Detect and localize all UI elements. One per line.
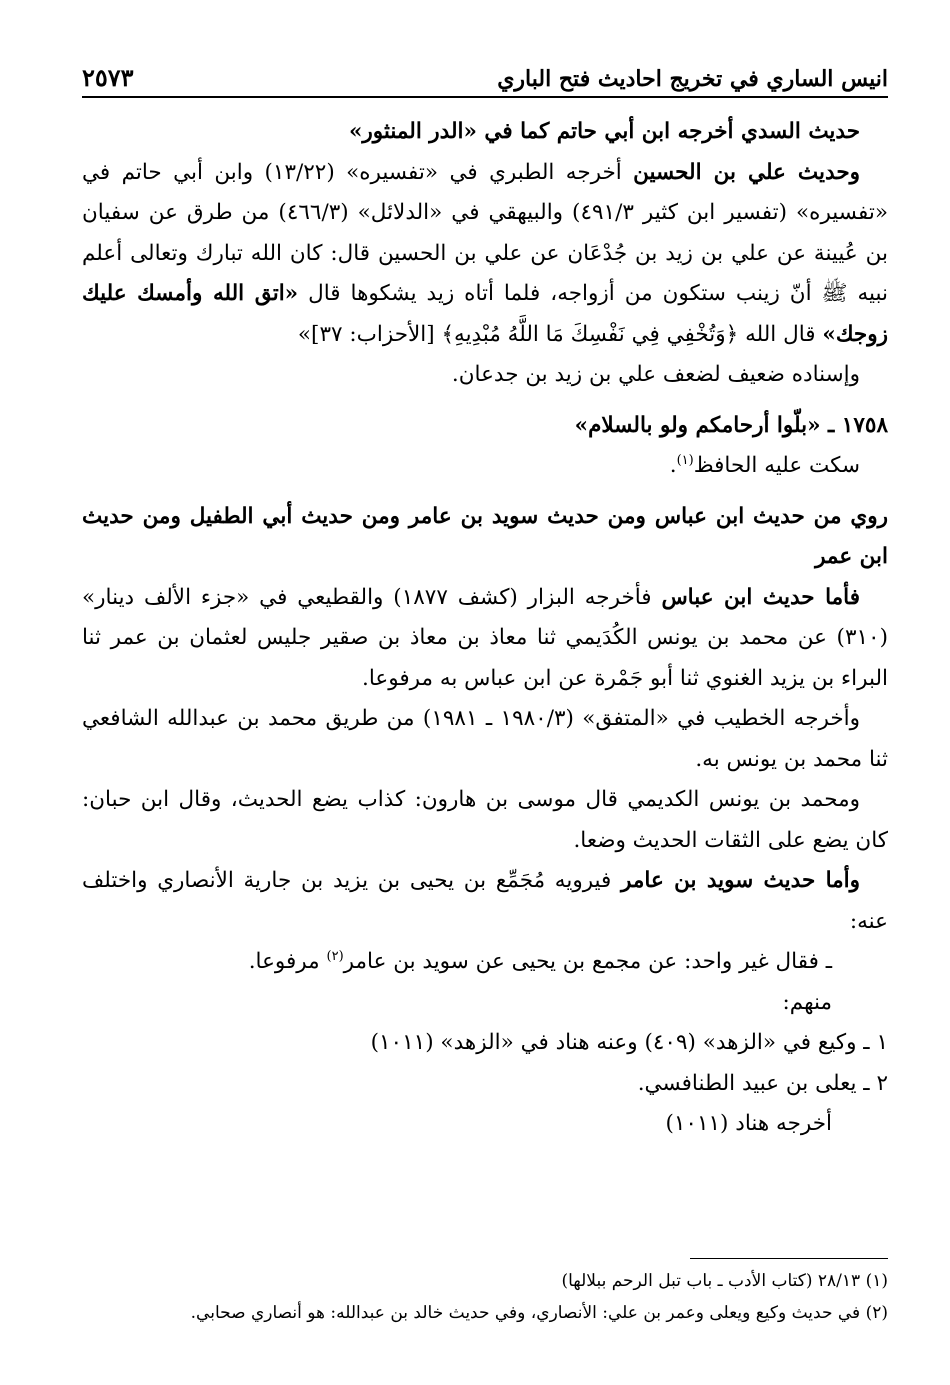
paragraph-suwaid <box>82 861 888 942</box>
footnote-divider <box>690 1258 888 1259</box>
paragraph-text: . <box>669 453 677 478</box>
paragraph-khatib: وأخرجه الخطيب في «المتفق» (١٩٨٠/٣ ـ ١٩٨١) من طريق محمد بن عبدالله الشافعي ثنا محمد بن يونس به. <box>82 706 888 772</box>
suddi-text: حديث السدي أخرجه ابن أبي حاتم كما في «الدر المنثور» <box>348 119 860 144</box>
paragraph-text: أخرجه الطبري في «تفسيره» (١٣/٢٢) وابن أبي حاتم في «تفسيره» (تفسير ابن كثير ٤٩١/٣) والبيهقي في «الدلائل» (٤٦٦/٣) من طرق عن سفيان بن عُيينة عن علي بن زيد بن جُدْعَان عن علي بن الحسين قال: كان الله تبارك وتعالى أعلم نبيه ﷺ أنّ زينب ستكون من أزواجه، فلما أتاه زيد يشكوها قال <box>82 159 888 306</box>
main-text <box>82 112 888 1145</box>
paragraph-ali-hussein <box>82 153 888 356</box>
list-item-waki: ١ ـ وكيع في «الزهد» (٤٠٩) وعنه هناد في «الزهد» (١٠١١) <box>370 1030 888 1055</box>
hadith-heading: ١٧٥٨ ـ «بلّوا أرحامكم ولو بالسلام» <box>574 412 888 438</box>
paragraph-hafiz <box>82 446 888 487</box>
paragraph-ibn-abbas <box>82 578 888 700</box>
paragraph-text: مرفوعا. <box>248 949 327 974</box>
paragraph-text: قال الله ﴿وَتُخْفِي فِي نَفْسِكَ مَا اللَّهُ مُبْدِيهِ﴾ [الأحزاب: ٣٧]» <box>297 321 823 347</box>
book-title: انيس الساري في تخريج احاديث فتح الباري <box>497 66 888 92</box>
footnote-ref-1: (١) <box>676 452 694 468</box>
paragraph-text: ـ فقال غير واحد: عن مجمع بن يحيى عن سويد بن عامر <box>343 949 832 974</box>
paragraph-minhum: منهم: <box>782 989 832 1015</box>
paragraph-text: فأخرجه البزار (كشف ١٨٧٧) والقطيعي في «جزء الألف دينار» (٣١٠) عن محمد بن يونس الكُدَيمي ثنا معاذ بن معاذ بن صقير جليس لعثمان بن عمر ثنا البراء بن يزيد الغنوي ثنا أبو جَمْرة عن ابن عباس به مرفوعا. <box>82 584 888 691</box>
paragraph-ghair-wahid <box>82 942 888 983</box>
footnote-2: (٢) في حديث وكيع ويعلى وعمر بن علي: الأنصاري، وفي حديث خالد بن عبدالله: هو أنصاري صحابي. <box>190 1303 888 1323</box>
paragraph-text: فيرويه مُجَمِّع بن يحيى بن يزيد بن جارية الأنصاري واختلف عنه: <box>82 868 888 934</box>
bold-quote: «اتق الله وأمسك عليك زوجك» <box>82 281 888 347</box>
paragraph-suddi <box>82 112 888 153</box>
bold-lead: فأما حديث ابن عباس <box>661 584 860 610</box>
list-item-yala: ٢ ـ يعلى بن عبيد الطنافسي. <box>637 1070 888 1096</box>
paragraph-riwayat: روي من حديث ابن عباس ومن حديث سويد بن عامر ومن حديث أبي الطفيل ومن حديث ابن عمر <box>82 503 888 569</box>
bold-lead: وأما حديث سويد بن عامر <box>621 868 860 893</box>
footnote-1: (١) ٢٨/١٣ (كتاب الأدب ـ باب تبل الرحم ببلالها) <box>561 1271 888 1291</box>
paragraph-isnad: وإسناده ضعيف لضعف علي بن زيد بن جدعان. <box>451 362 860 387</box>
footnotes <box>90 1258 888 1329</box>
paragraph-hannad: أخرجه هناد (١٠١١) <box>665 1111 832 1136</box>
paragraph-text: سكت عليه الحافظ <box>693 453 860 478</box>
page-number: ٢٥٧٣ <box>82 63 134 92</box>
paragraph-kudaimi: ومحمد بن يونس الكديمي قال موسى بن هارون: كذاب يضع الحديث، وقال ابن حبان: كان يضع على الثقات الحديث وضعا. <box>82 787 888 853</box>
running-header <box>82 52 888 98</box>
bold-lead: وحديث علي بن الحسين <box>633 159 860 185</box>
footnote-ref-2: (٢) <box>326 948 344 964</box>
